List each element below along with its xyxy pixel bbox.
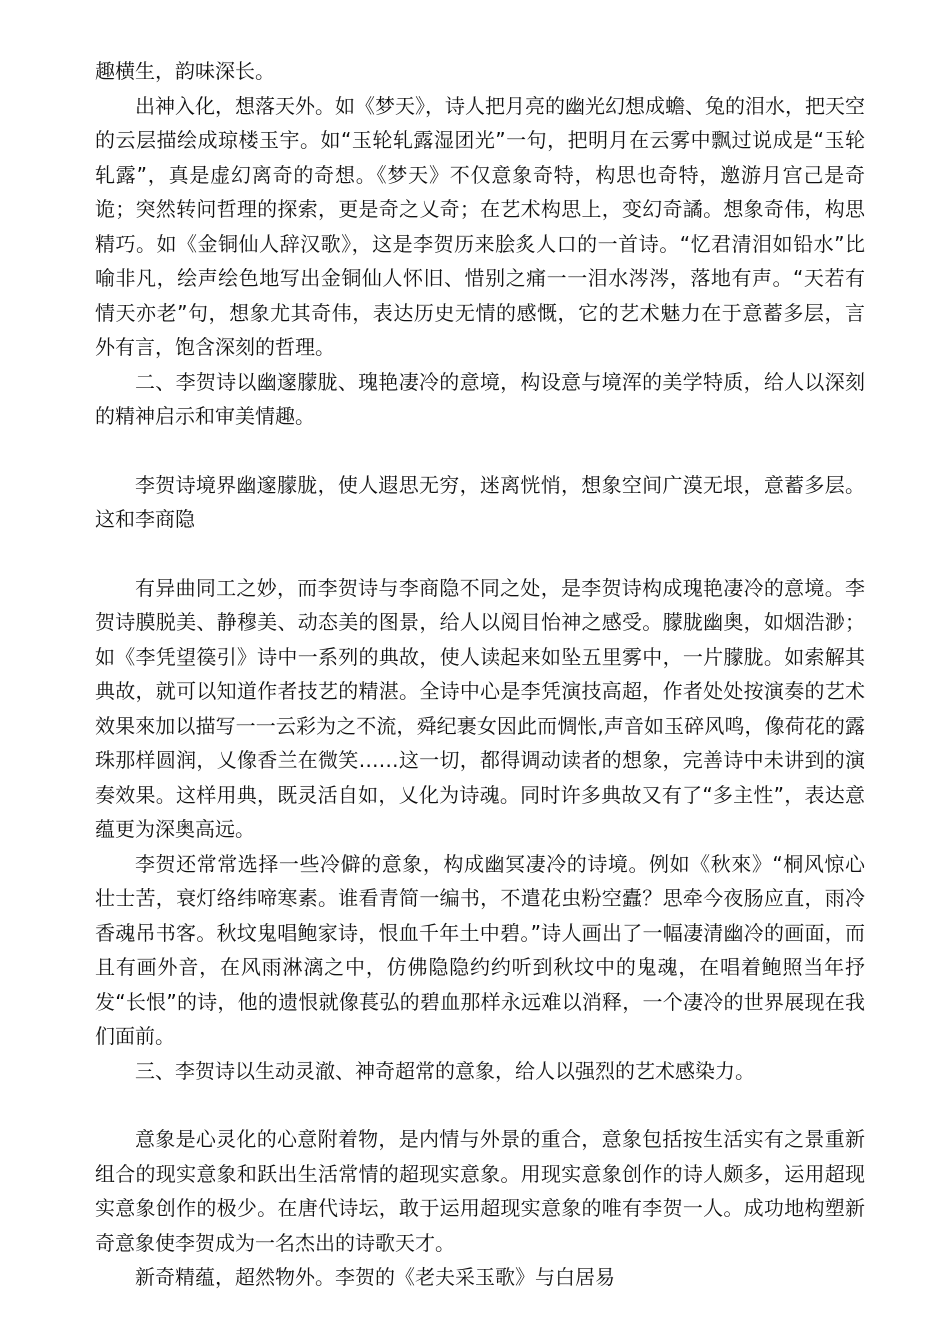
paragraph-continuation: 趣横生，韵味深长。 — [95, 59, 275, 83]
paragraph-imagination: 出神入化，想落天外。如《梦天》，诗人把月亮的幽光幻想成蟾、兔的泪水，把天空的云层描绘成琼楼玉宇。如“玉轮轧露湿团光”一句，把明月在云雾中飘过说成是“玉轮轧露”，真是虚幻离奇的奇想。《梦天》不仅意象奇特，构思也奇特，邀游月宫己是奇诡；突然转问哲理的探索，更是奇之乂奇；在艺术构思上，变幻奇譎。想象奇伟，构思精巧。如《金铜仙人辞汉歌》，这是李贺历来脍炙人口的一首诗。“忆君清泪如铅水”比喻非凡，绘声绘色地写出金铜仙人怀旧、惜别之痛一一泪水涔涔，落地有声。“天若有情天亦老”句，想象尤其奇伟，表达历史无情的感慨，它的艺术魅力在于意蓄多层，言外有言，饱含深刻的哲理。 — [95, 93, 865, 359]
section-heading-three: 三、李贺诗以生动灵澈、神奇超常的意象，给人以强烈的艺术感染力。 — [135, 1058, 755, 1083]
section-heading-two: 二、李贺诗以幽邃朦胧、瑰艳凄冷的意境，构设意与境浑的美学特质，给人以深刻的精神启示和审美情趣。 — [95, 369, 865, 428]
paragraph-autumn-poem: 李贺还常常选择一些冷僻的意象，构成幽冥凄冷的诗境。例如《秋來》“桐风惊心壮士苦，衰灯络纬啼寒素。谁看青简一编书，不遣花虫粉空蠹？思牵今夜肠应直，雨冷香魂吊书客。秋坟鬼唱鲍家诗，恨血千年土中碧。”诗人画出了一幅凄清幽冷的画面，而且有画外音，在风雨淋漓之中，仿佛隐隐约约听到秋坟中的鬼魂，在唱着鲍照当年抒发“长恨”的诗，他的遗恨就像萇弘的碧血那样永远难以消释，一个凄冷的世界展现在我们面前。 — [95, 851, 865, 1048]
paragraph-li-ping-konghou: 有异曲同工之妙，而李贺诗与李商隐不同之处，是李贺诗构成瑰艳凄冷的意境。李贺诗膜脱美、静穆美、动态美的图景，给人以阅目怡神之感受。朦胧幽奥，如烟浩渺；如《李凭望篌引》诗中一系列的典故，使人读起来如坠五里雾中，一片朦胧。如索解其典故，就可以知道作者技艺的精湛。全诗中心是李凭演技高超，作者处处按演奏的艺术效果來加以描写一一云彩为之不流，舜纪裹女因此而惆怅,声音如玉碎风鸣，像荷花的露珠那样圆润，乂像香兰在微笑……这一切，都得调动读者的想象，完善诗中未讲到的演奏效果。这样用典，既灵活自如，乂化为诗魂。同时许多典故又有了“多主性”，表达意蕴更为深奥高远。 — [95, 575, 865, 841]
paragraph-imagery: 意象是心灵化的心意附着物，是内情与外景的重合，意象包括按生活实有之景重新组合的现实意象和跃出生活常情的超现实意象。用现实意象创作的诗人颇多，运用超现实意象创作的极少。在唐代诗坛，敢于运用超现实意象的唯有李贺一人。成功地构塑新奇意象使李贺成为一名杰出的诗歌天才。 — [95, 1127, 865, 1255]
paragraph-jade-gatherer: 新奇精蕴，超然物外。李贺的《老夫采玉歌》与白居易 — [135, 1265, 615, 1289]
paragraph-obscure-realm: 李贺诗境界幽邃朦胧，使人遐思无穷，迷离恍悄，想象空间广漠无垠，意蓄多层。这和李商隐 — [95, 472, 865, 531]
document-page — [95, 54, 865, 1295]
